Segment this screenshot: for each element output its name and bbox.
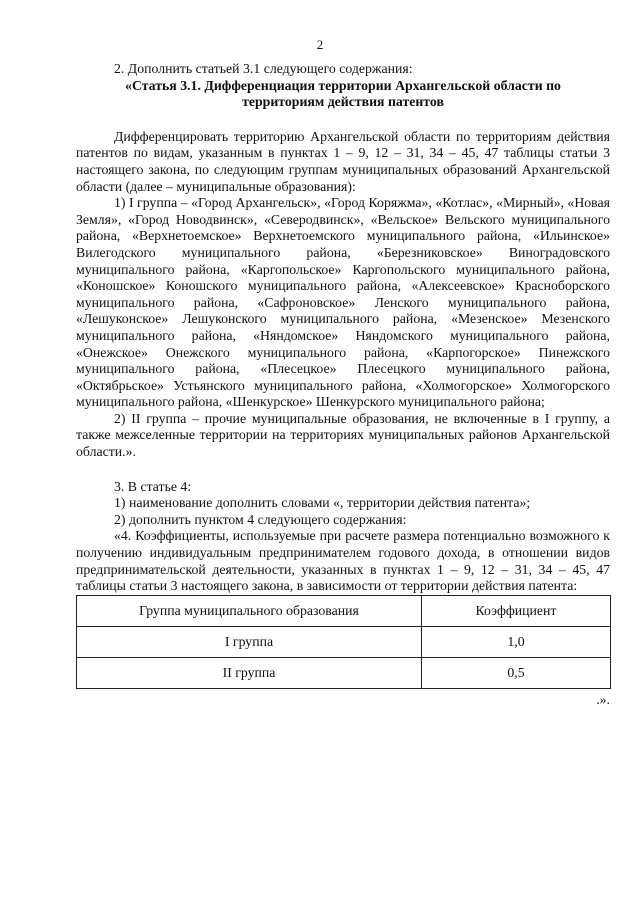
item3-paragraph4: «4. Коэффициенты, используемые при расчете размера потенциально возможного к получению индивидуальным предпринимателем годового дохода, в отношении видов предпринимательской деятельности, указанных в пунктах 1 – 9, 12 – 31, 34 – 45, 47 таблицы статьи 3 настоящего закона, в зависимости от территории действия патента: [76, 528, 610, 594]
group1-paragraph: 1) I группа – «Город Архангельск», «Город Коряжма», «Котлас», «Мирный», «Новая Земля», «Город Новодвинск», «Северодвинск», «Вельское» Вельского муниципального района, «Верхнетоемское» Верхнетоемского муниципального района, «Ильинское» Вилегодского муниципального района, «Березниковское» Виноградовского муниципального района, «Каргопольское» Каргопольского муниципального района, «Коношское» Коношского муниципального района, «Алексеевское» Красноборского муниципального района, «Сафроновское» Ленского муниципального района, «Лешуконское» Лешуконского муниципального района, «Мезенское» Мезенского муниципального района, «Няндомское» Няндомского муниципального района, «Онежское» Онежского муниципального района, «Карпогорское» Пинежского муниципального района, «Плесецкое» Плесецкого муниципального района, «Октябрьское» Устьянского муниципального района, «Холмогорское» Холмогорского муниципального района, «Шенкурское» Шенкурского муниципального района; [76, 195, 610, 410]
group2-paragraph: 2) II группа – прочие муниципальные образования, не включенные в I группу, а также межселенные территории на территориях муниципальных районов Архангельской области.». [76, 410, 610, 460]
table-row [77, 657, 611, 688]
table-header-coefficient: Коэффициент [422, 595, 611, 626]
table-row [77, 626, 611, 657]
item3-intro: 3. В статье 4: [114, 478, 192, 494]
article-heading [76, 78, 610, 111]
page-number: 2 [316, 37, 324, 52]
item3-sub2: 2) дополнить пунктом 4 следующего содержания: [114, 511, 407, 527]
table-cell-group: I группа [77, 626, 422, 657]
article-heading-line1: «Статья 3.1. Дифференциация территории Архангельской области по [125, 77, 561, 93]
item3-sub1: 1) наименование дополнить словами «, территории действия патента»; [114, 495, 531, 511]
closing-mark: .». [596, 691, 610, 707]
paragraph-differentiate: Дифференцировать территорию Архангельской области по территориям действия патентов по видам, указанным в пунктах 1 – 9, 12 – 31, 34 – 45, 47 таблицы статьи 3 настоящего закона, по следующим группам муниципальных образований Архангельской области (далее – муниципальные образования): [76, 128, 610, 194]
table-cell-coefficient: 0,5 [422, 657, 611, 688]
item2-intro: 2. Дополнить статьей 3.1 следующего содержания: [114, 61, 413, 76]
coefficient-table [76, 595, 611, 689]
table-cell-coefficient: 1,0 [422, 626, 611, 657]
table-header-group: Группа муниципального образования [77, 595, 422, 626]
article-heading-line2: территориям действия патентов [242, 94, 444, 110]
table-cell-group: II группа [77, 657, 422, 688]
document-body [76, 61, 610, 708]
table-header-row [77, 595, 611, 626]
